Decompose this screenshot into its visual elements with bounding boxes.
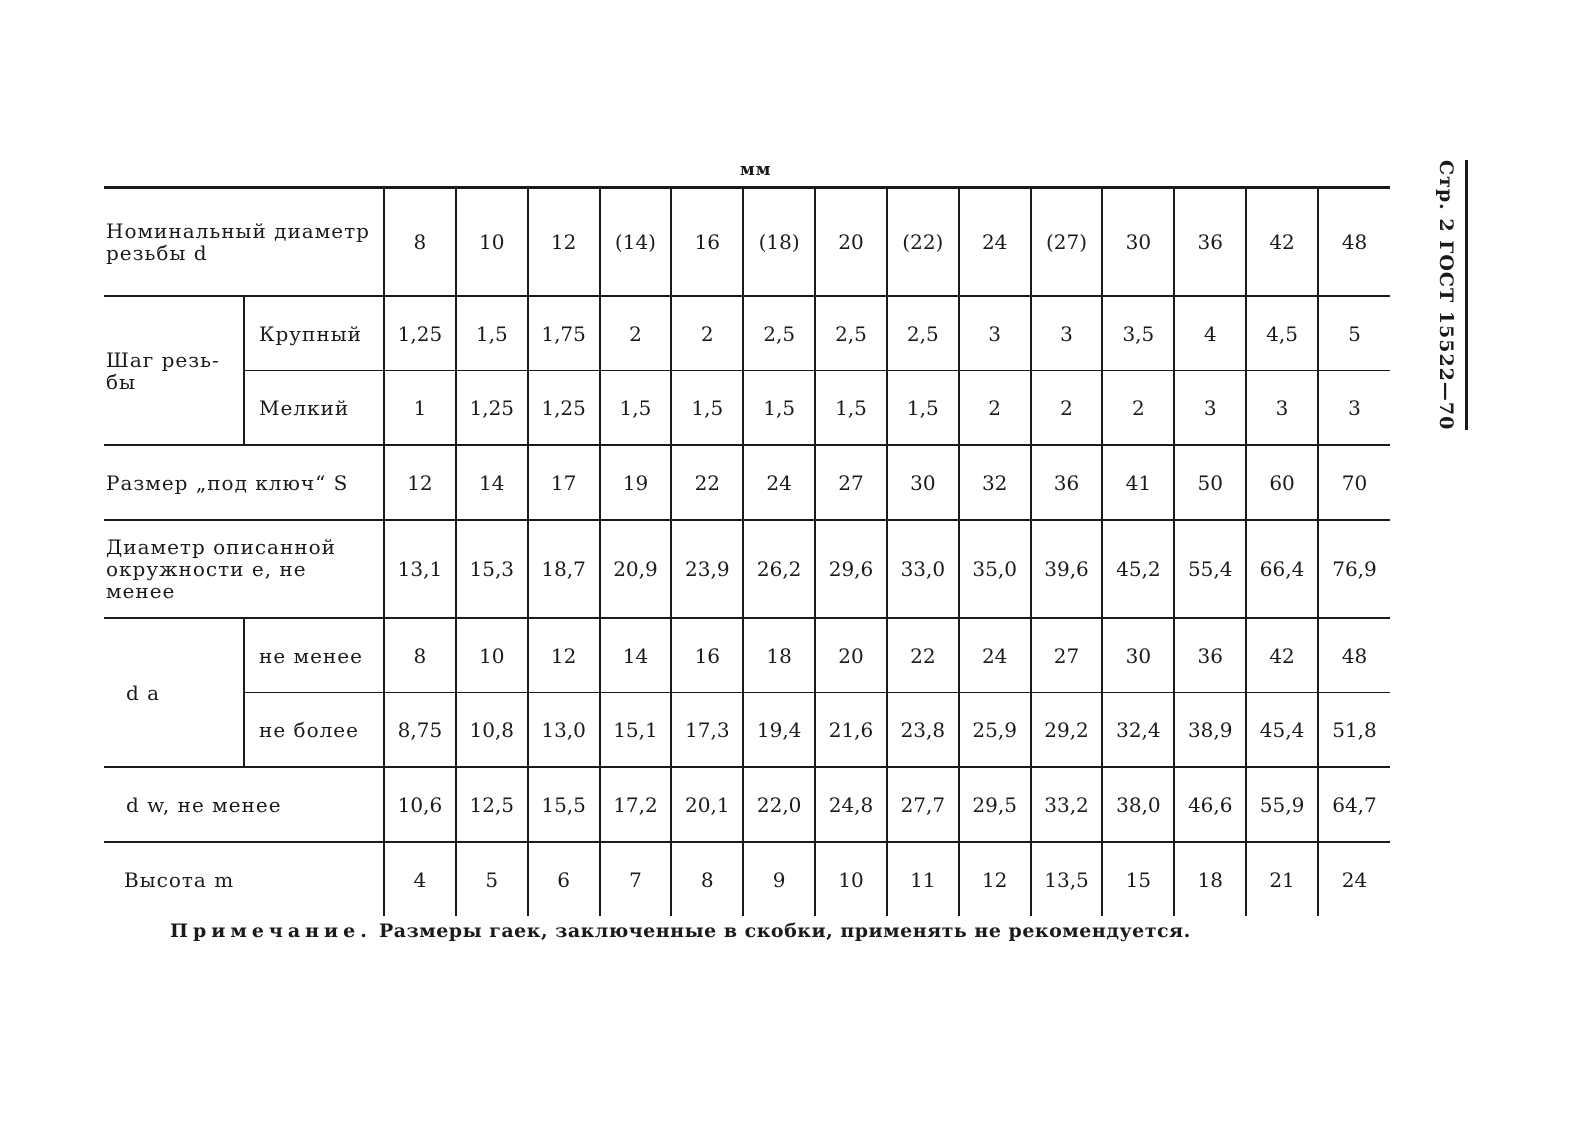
table-cell: 29,6	[815, 520, 887, 618]
table-cell: 48	[1318, 188, 1390, 297]
table-cell: (22)	[887, 188, 959, 297]
table-cell: 3	[1174, 371, 1246, 446]
row-wrench-size	[104, 445, 1390, 520]
table-cell: 21	[1246, 842, 1318, 916]
table-cell: 18	[743, 618, 815, 693]
table-cell: 3	[1318, 371, 1390, 446]
table-cell: 8	[671, 842, 743, 916]
label-pitch-fine: Мелкий	[244, 371, 384, 446]
label-da: d a	[104, 618, 244, 767]
table-cell: 24	[1318, 842, 1390, 916]
table-cell: 12	[528, 188, 600, 297]
row-dw	[104, 767, 1390, 842]
table-cell: 15,1	[600, 693, 672, 768]
table-cell: 1,5	[600, 371, 672, 446]
table-cell: 20,1	[671, 767, 743, 842]
table-cell: 5	[1318, 296, 1390, 371]
table-cell: 3,5	[1102, 296, 1174, 371]
table-cell: 1,25	[456, 371, 528, 446]
table-cell: 64,7	[1318, 767, 1390, 842]
note-text: Размеры гаек, заключенные в скобки, применять не рекомендуется.	[378, 920, 1191, 942]
table-cell: 35,0	[959, 520, 1031, 618]
table-cell: 33,2	[1031, 767, 1103, 842]
table-cell: (18)	[743, 188, 815, 297]
table-cell: 1,5	[887, 371, 959, 446]
table-cell: 3	[959, 296, 1031, 371]
table-cell: 2	[959, 371, 1031, 446]
table-cell: 38,9	[1174, 693, 1246, 768]
table-cell: 1,25	[528, 371, 600, 446]
table-cell: 4,5	[1246, 296, 1318, 371]
row-pitch-fine	[104, 371, 1390, 446]
table-cell: 17,3	[671, 693, 743, 768]
table-cell: 48	[1318, 618, 1390, 693]
table-cell: 1,75	[528, 296, 600, 371]
table-cell: 10	[456, 188, 528, 297]
table-cell: 1,5	[671, 371, 743, 446]
table-cell: 36	[1174, 618, 1246, 693]
table-cell: 24	[743, 445, 815, 520]
note-lead: Примечание.	[170, 920, 372, 942]
table-cell: 24	[959, 188, 1031, 297]
table-cell: 29,2	[1031, 693, 1103, 768]
table-cell: 17,2	[600, 767, 672, 842]
table-cell: 12	[959, 842, 1031, 916]
table-cell: 9	[743, 842, 815, 916]
table-cell: 5	[456, 842, 528, 916]
table-cell: 51,8	[1318, 693, 1390, 768]
table-cell: 38,0	[1102, 767, 1174, 842]
table-cell: 55,4	[1174, 520, 1246, 618]
table-cell: 8,75	[384, 693, 456, 768]
table-cell: 13,1	[384, 520, 456, 618]
table-cell: 41	[1102, 445, 1174, 520]
table-cell: 2,5	[887, 296, 959, 371]
label-height: Высота m	[104, 842, 384, 916]
table-cell: 15,5	[528, 767, 600, 842]
table-cell: 23,9	[671, 520, 743, 618]
row-circumscribed-diameter	[104, 520, 1390, 618]
table-cell: 24,8	[815, 767, 887, 842]
table-cell: 36	[1174, 188, 1246, 297]
table-cell: 45,2	[1102, 520, 1174, 618]
table-cell: 22	[671, 445, 743, 520]
table-cell: 13,5	[1031, 842, 1103, 916]
label-pitch: Шаг резь-бы	[104, 296, 244, 445]
table-cell: 36	[1031, 445, 1103, 520]
table-cell: 16	[671, 188, 743, 297]
table-cell: 42	[1246, 188, 1318, 297]
table-cell: 10,6	[384, 767, 456, 842]
label-pitch-coarse: Крупный	[244, 296, 384, 371]
table-cell: 10,8	[456, 693, 528, 768]
table-cell: 70	[1318, 445, 1390, 520]
label-circumscribed-diameter: Диаметр описанной окружности e, не менее	[104, 520, 384, 618]
table-cell: 7	[600, 842, 672, 916]
table-cell: 29,5	[959, 767, 1031, 842]
table-cell: 20	[815, 188, 887, 297]
table-cell: 46,6	[1174, 767, 1246, 842]
table-cell: 14	[456, 445, 528, 520]
table-cell: 60	[1246, 445, 1318, 520]
label-nominal-diameter: Номинальный диаметр резьбы d	[104, 188, 384, 297]
row-da-max	[104, 693, 1390, 768]
table-cell: 26,2	[743, 520, 815, 618]
label-da-min: не менее	[244, 618, 384, 693]
table-cell: 1,5	[815, 371, 887, 446]
table-cell: 21,6	[815, 693, 887, 768]
table-cell: 4	[384, 842, 456, 916]
table-cell: 45,4	[1246, 693, 1318, 768]
table-cell: 42	[1246, 618, 1318, 693]
table-cell: (27)	[1031, 188, 1103, 297]
label-dw: d w, не менее	[104, 767, 384, 842]
table-cell: 32	[959, 445, 1031, 520]
table-cell: 19	[600, 445, 672, 520]
table-cell: 18	[1174, 842, 1246, 916]
table-cell: 2,5	[743, 296, 815, 371]
table-cell: 39,6	[1031, 520, 1103, 618]
table-cell: 2	[600, 296, 672, 371]
table-cell: 4	[1174, 296, 1246, 371]
table-cell: 12	[528, 618, 600, 693]
table-cell: 22	[887, 618, 959, 693]
table-cell: 33,0	[887, 520, 959, 618]
table-cell: 76,9	[1318, 520, 1390, 618]
table-cell: 8	[384, 188, 456, 297]
dimensions-table	[104, 186, 1390, 916]
table-cell: 11	[887, 842, 959, 916]
table-cell: 2	[1031, 371, 1103, 446]
table-cell: 10	[815, 842, 887, 916]
table-cell: 24	[959, 618, 1031, 693]
row-nominal-diameter	[104, 188, 1390, 297]
side-title-text: Стр. 2 ГОСТ 15522—70	[1435, 160, 1457, 431]
table-cell: 1,5	[743, 371, 815, 446]
table-cell: 50	[1174, 445, 1246, 520]
table-cell: 25,9	[959, 693, 1031, 768]
table-cell: 27	[1031, 618, 1103, 693]
table-cell: 2	[671, 296, 743, 371]
table-cell: 19,4	[743, 693, 815, 768]
table-cell: 55,9	[1246, 767, 1318, 842]
table-cell: 30	[1102, 188, 1174, 297]
table-cell: 13,0	[528, 693, 600, 768]
table-cell: 1	[384, 371, 456, 446]
table-cell: 16	[671, 618, 743, 693]
page-side-title	[1425, 160, 1468, 430]
table-cell: 2	[1102, 371, 1174, 446]
table-cell: 15	[1102, 842, 1174, 916]
table-cell: 32,4	[1102, 693, 1174, 768]
table-cell: 30	[887, 445, 959, 520]
row-height	[104, 842, 1390, 916]
table-cell: 15,3	[456, 520, 528, 618]
table-cell: 6	[528, 842, 600, 916]
table-cell: (14)	[600, 188, 672, 297]
label-da-max: не более	[244, 693, 384, 768]
table-cell: 3	[1031, 296, 1103, 371]
table-cell: 18,7	[528, 520, 600, 618]
table-cell: 14	[600, 618, 672, 693]
table-cell: 66,4	[1246, 520, 1318, 618]
table-note	[170, 920, 1191, 942]
table-cell: 22,0	[743, 767, 815, 842]
table-cell: 17	[528, 445, 600, 520]
label-wrench-size: Размер „под ключ“ S	[104, 445, 384, 520]
table-cell: 23,8	[887, 693, 959, 768]
table-cell: 3	[1246, 371, 1318, 446]
table-cell: 1,25	[384, 296, 456, 371]
table-cell: 30	[1102, 618, 1174, 693]
table-cell: 2,5	[815, 296, 887, 371]
row-da-min	[104, 618, 1390, 693]
table-cell: 12	[384, 445, 456, 520]
table-cell: 1,5	[456, 296, 528, 371]
unit-label: мм	[740, 160, 772, 180]
table-cell: 8	[384, 618, 456, 693]
row-pitch-coarse	[104, 296, 1390, 371]
table-cell: 12,5	[456, 767, 528, 842]
table-cell: 20,9	[600, 520, 672, 618]
table-cell: 10	[456, 618, 528, 693]
table-cell: 20	[815, 618, 887, 693]
table-cell: 27,7	[887, 767, 959, 842]
table-cell: 27	[815, 445, 887, 520]
